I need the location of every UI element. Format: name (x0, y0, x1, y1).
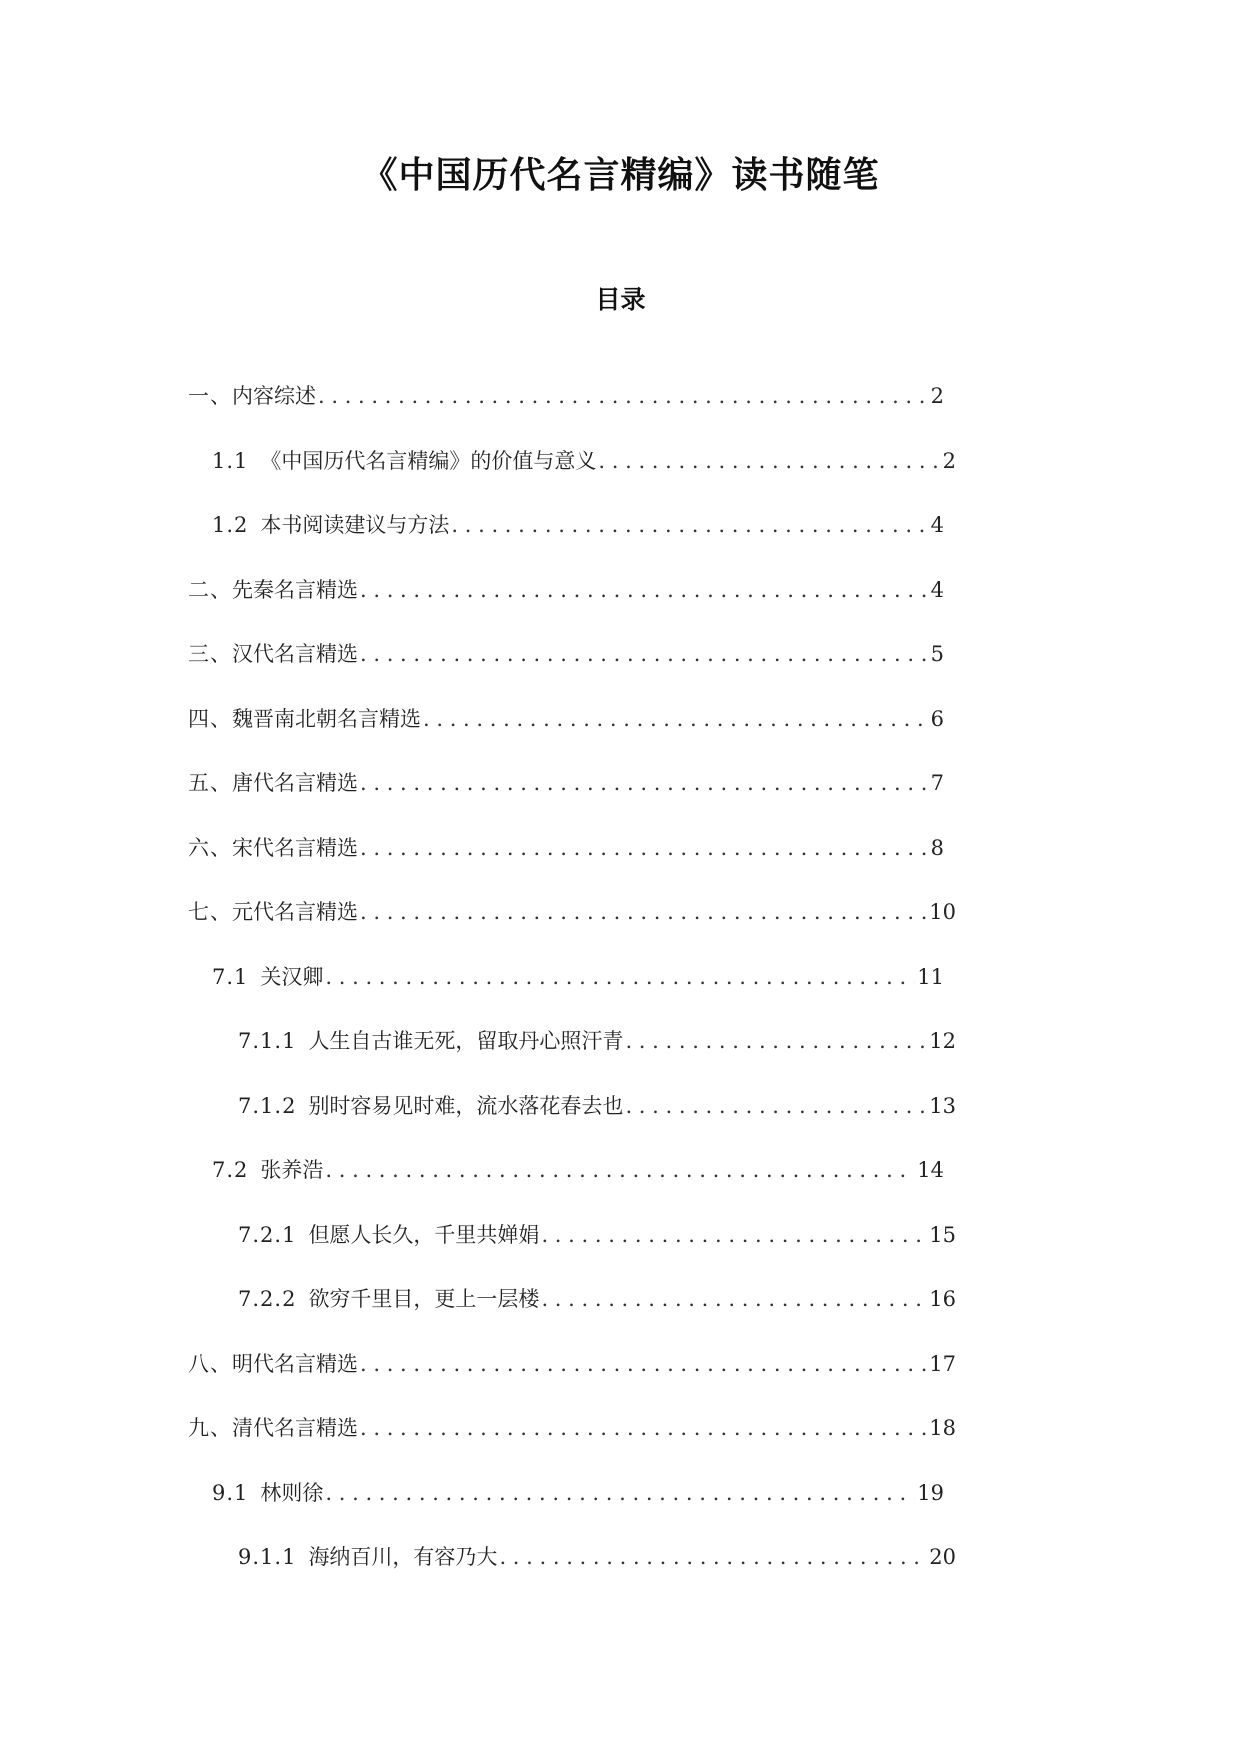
toc-entry-number: 1.2 (212, 513, 249, 537)
toc-entry[interactable] (0, 767, 1241, 832)
toc-entry-title: 宋代名言精选 (232, 835, 358, 860)
toc-entry[interactable] (0, 1348, 1241, 1413)
toc-entry-page: 6 (930, 706, 944, 731)
toc-entry[interactable] (0, 832, 1241, 897)
toc-entry-title: 清代名言精选 (232, 1416, 358, 1440)
toc-entry-page: 20 (929, 1545, 956, 1569)
toc-leader-dots (598, 445, 940, 477)
toc-entry-title: 本书阅读建议与方法 (260, 513, 450, 537)
toc-entry-number: 六、 (188, 835, 232, 860)
table-of-contents (0, 380, 1241, 1606)
toc-entry[interactable] (0, 1477, 1241, 1542)
toc-entry-title: 汉代名言精选 (232, 642, 358, 666)
toc-leader-dots (360, 767, 929, 799)
toc-entry[interactable] (0, 703, 1241, 768)
toc-entry[interactable] (0, 1412, 1241, 1477)
toc-entry-title: 欲穷千里目，更上一层楼 (308, 1287, 540, 1311)
toc-leader-dots (360, 832, 929, 864)
toc-entry-number: 7.1.2 (238, 1093, 297, 1118)
toc-entry-page: 18 (929, 1416, 956, 1440)
toc-entry-number: 7.2 (212, 1158, 249, 1182)
toc-leader-dots (318, 380, 929, 412)
toc-leader-dots (541, 1219, 927, 1251)
toc-entry-number: 9.1 (212, 1480, 249, 1505)
toc-entry-page: 7 (930, 771, 944, 795)
toc-entry-page: 14 (917, 1158, 944, 1182)
document-title: 《中国历代名言精编》读书随笔 (361, 155, 880, 196)
toc-entry-page: 10 (929, 900, 956, 924)
toc-entry-page: 4 (930, 513, 944, 537)
toc-entry-number: 五、 (188, 771, 232, 795)
toc-entry[interactable] (0, 380, 1241, 445)
toc-entry-number: 七、 (188, 900, 232, 924)
toc-entry[interactable] (0, 638, 1241, 703)
toc-entry[interactable] (0, 509, 1241, 574)
toc-entry[interactable] (0, 896, 1241, 961)
toc-entry[interactable] (0, 1154, 1241, 1219)
toc-entry-number: 四、 (188, 706, 232, 731)
toc-entry-page: 4 (930, 577, 944, 602)
toc-leader-dots (360, 1412, 927, 1444)
toc-entry-title: 人生自古谁无死，留取丹心照汗青 (308, 1029, 624, 1053)
toc-entry-title: 海纳百川，有容乃大 (308, 1545, 498, 1569)
toc-entry[interactable] (0, 961, 1241, 1026)
toc-leader-dots (325, 1154, 915, 1186)
toc-entry-number: 7.2.1 (238, 1222, 297, 1247)
toc-entry-number: 7.1 (212, 964, 249, 989)
toc-entry-title: 内容综述 (232, 384, 316, 408)
toc-entry-title: 魏晋南北朝名言精选 (232, 706, 421, 731)
toc-entry[interactable] (0, 1283, 1241, 1348)
toc-entry-number: 二、 (188, 577, 232, 602)
toc-entry-title: 张养浩 (260, 1158, 324, 1182)
toc-leader-dots (360, 638, 929, 670)
toc-entry-title: 但愿人长久，千里共婵娟 (308, 1222, 540, 1247)
toc-entry-page: 17 (929, 1351, 956, 1376)
toc-leader-dots (499, 1541, 927, 1573)
toc-entry-page: 15 (929, 1222, 956, 1247)
toc-entry-title: 元代名言精选 (232, 900, 358, 924)
toc-entry-page: 5 (930, 642, 944, 666)
toc-entry-title: 明代名言精选 (232, 1351, 358, 1376)
toc-entry[interactable] (0, 574, 1241, 639)
toc-entry-title: 关汉卿 (260, 964, 324, 989)
toc-entry-number: 7.2.2 (238, 1287, 297, 1311)
toc-leader-dots (360, 896, 927, 928)
toc-entry-number: 7.1.1 (238, 1029, 297, 1053)
toc-entry-number: 三、 (188, 642, 232, 666)
toc-leader-dots (541, 1283, 927, 1315)
toc-entry-page: 2 (930, 384, 944, 408)
toc-entry-title: 先秦名言精选 (232, 577, 358, 602)
toc-entry-page: 8 (930, 835, 944, 860)
toc-entry-number: 一、 (188, 384, 232, 408)
toc-entry-page: 12 (929, 1029, 956, 1053)
toc-leader-dots (625, 1090, 927, 1122)
toc-entry-page: 16 (929, 1287, 956, 1311)
toc-entry-title: 《中国历代名言精编》的价值与意义 (260, 448, 597, 473)
toc-leader-dots (325, 1477, 915, 1509)
toc-leader-dots (451, 509, 928, 541)
toc-entry[interactable] (0, 1541, 1241, 1606)
toc-entry-number: 9.1.1 (238, 1545, 297, 1569)
toc-leader-dots (625, 1025, 927, 1057)
toc-entry-number: 九、 (188, 1416, 232, 1440)
toc-entry[interactable] (0, 1025, 1241, 1090)
toc-entry-number: 八、 (188, 1351, 232, 1376)
toc-leader-dots (325, 961, 915, 993)
toc-entry-page: 19 (917, 1480, 944, 1505)
toc-entry[interactable] (0, 445, 1241, 510)
toc-entry-page: 2 (942, 448, 956, 473)
toc-heading: 目录 (595, 285, 646, 314)
toc-entry-title: 唐代名言精选 (232, 771, 358, 795)
toc-leader-dots (360, 1348, 927, 1380)
toc-entry-page: 13 (929, 1093, 956, 1118)
toc-entry[interactable] (0, 1090, 1241, 1155)
toc-leader-dots (360, 574, 929, 606)
toc-entry-title: 别时容易见时难，流水落花春去也 (308, 1093, 624, 1118)
toc-entry-number: 1.1 (212, 448, 249, 473)
toc-entry-title: 林则徐 (260, 1480, 324, 1505)
toc-leader-dots (423, 703, 929, 735)
toc-entry-page: 11 (917, 964, 944, 989)
toc-entry[interactable] (0, 1219, 1241, 1284)
